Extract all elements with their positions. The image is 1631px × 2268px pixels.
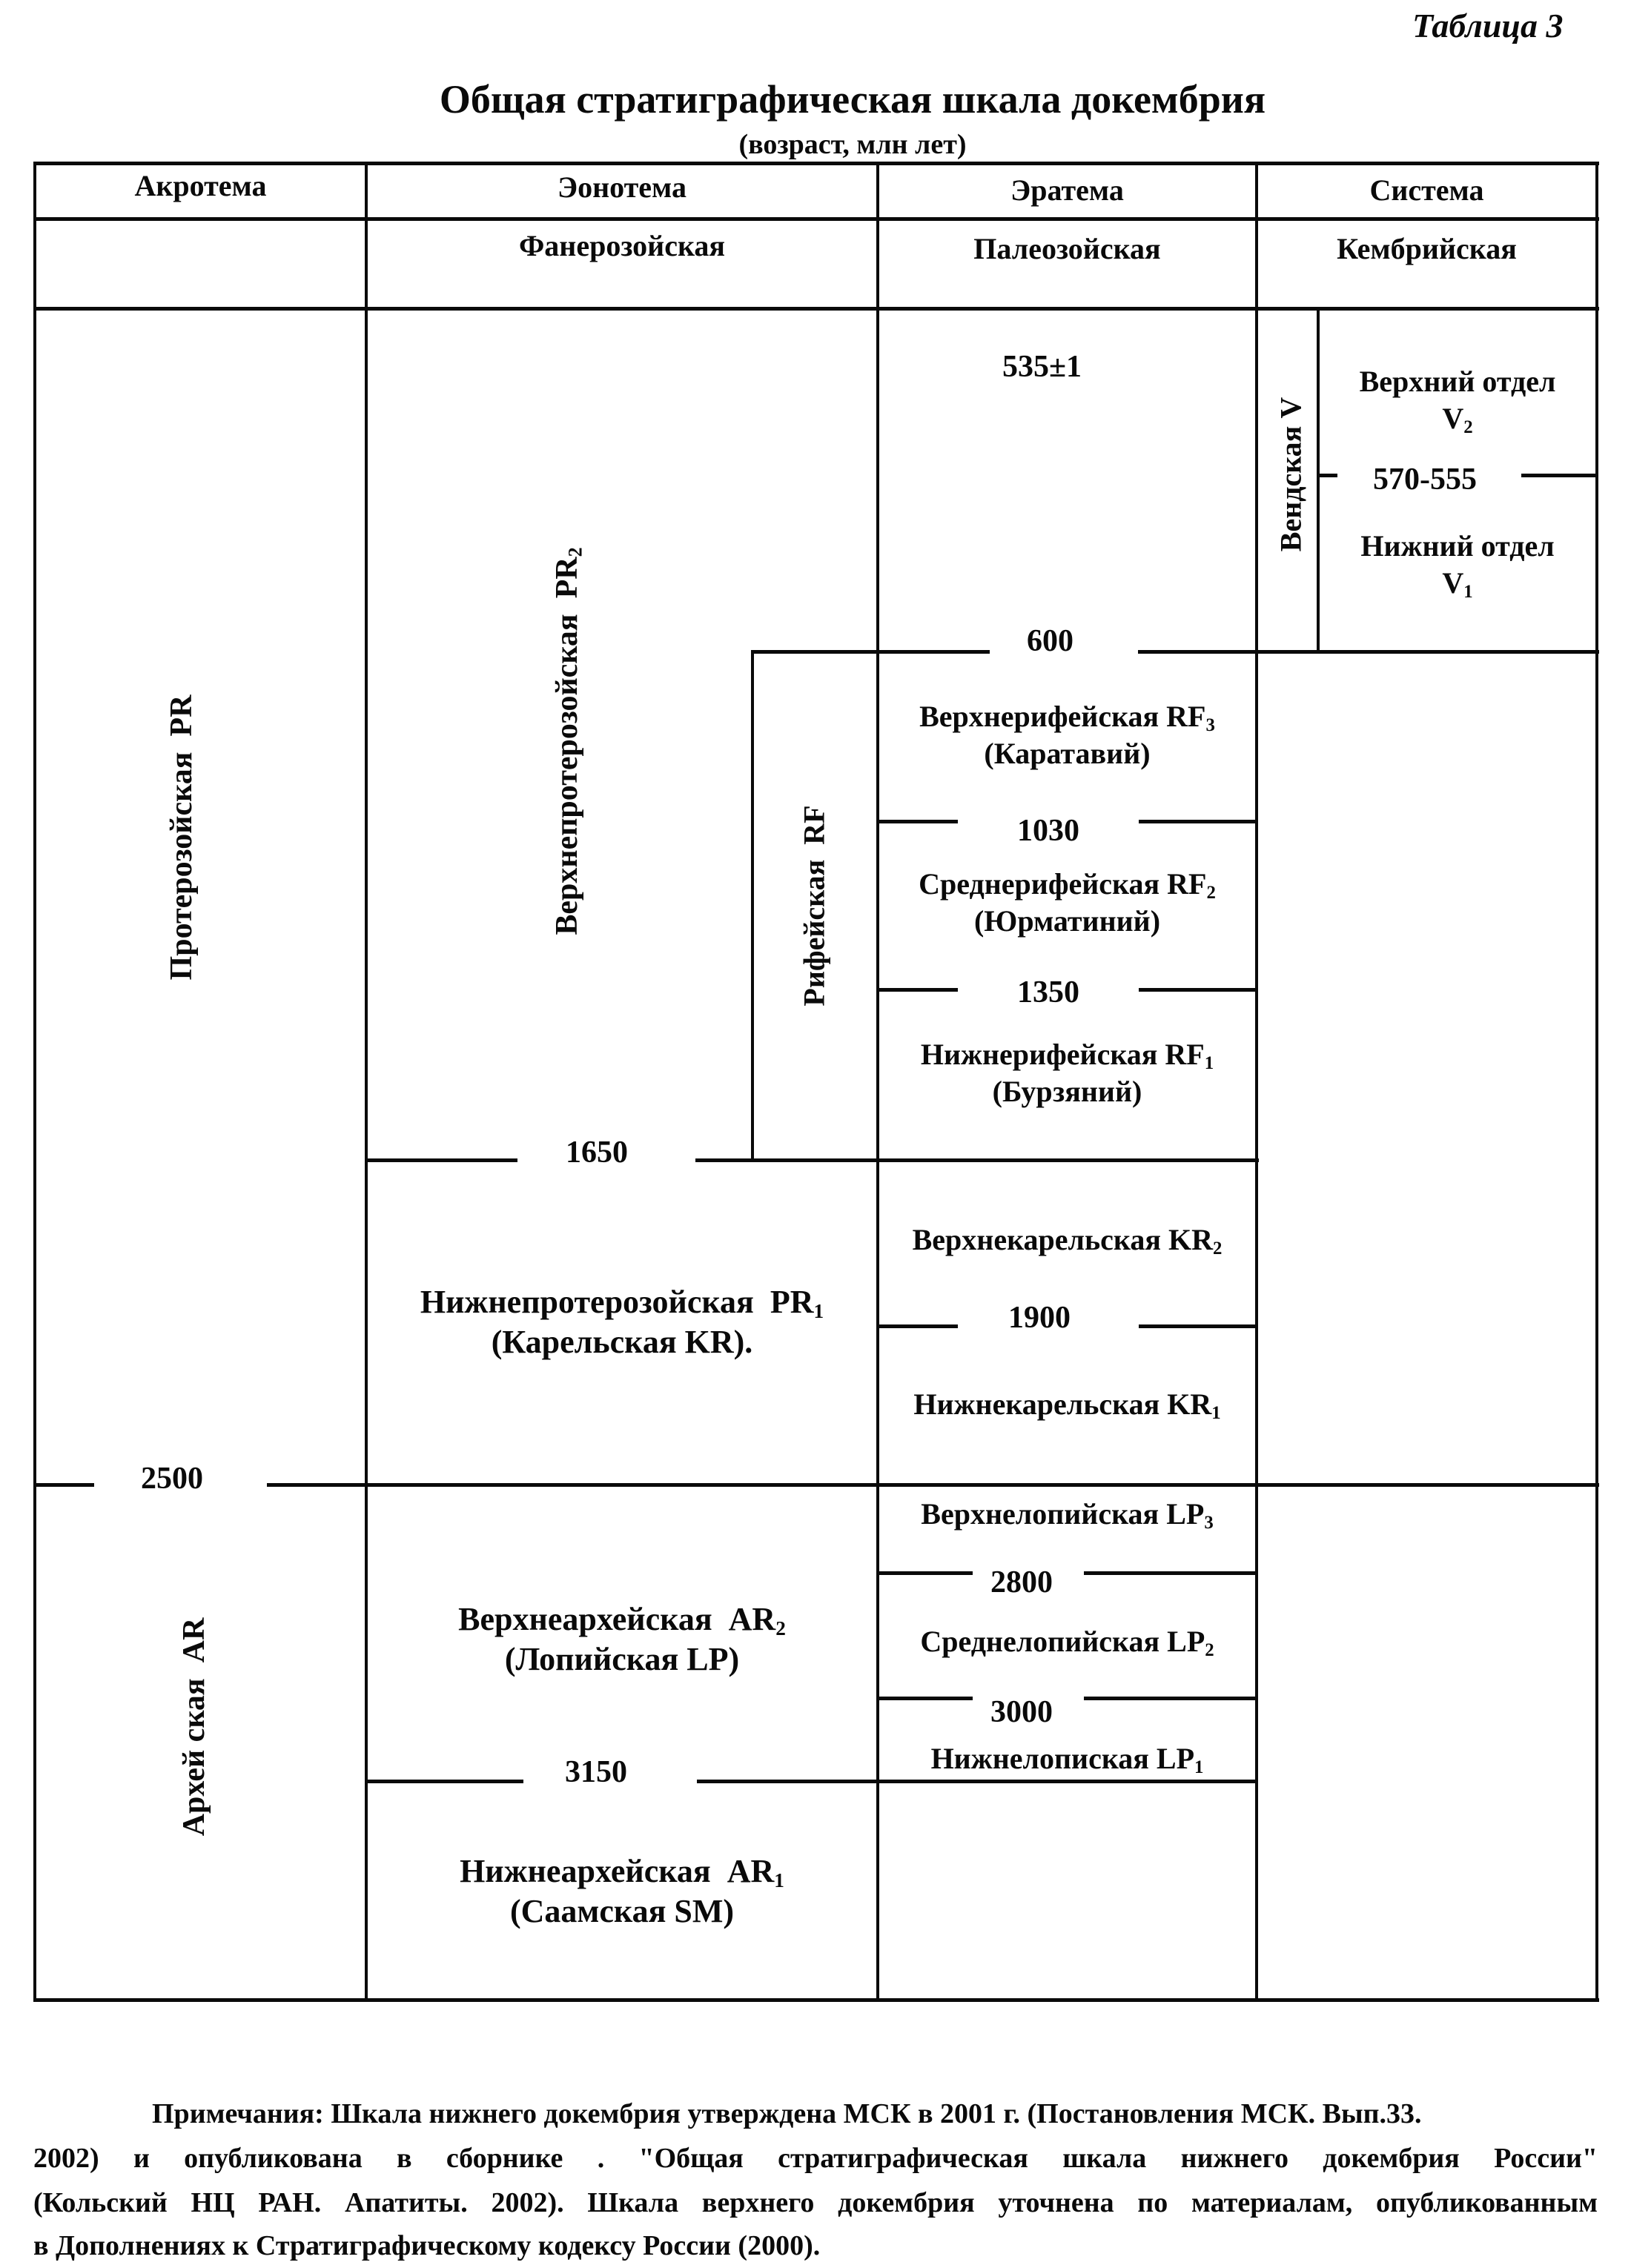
rf1-sub: 1: [1204, 1053, 1214, 1074]
kr2-sub: 2: [1212, 1239, 1223, 1259]
archean-acrothem: [176, 1618, 212, 1837]
erathem-lp2: [879, 1623, 1255, 1660]
rf1-name: Нижнерифейская: [920, 1038, 1158, 1071]
upper-series-name: Верхний отдел: [1359, 365, 1556, 398]
kr2-code: KR: [1168, 1223, 1213, 1256]
lower-archean-eonothem: [368, 1851, 876, 1932]
upper-archean-code: AR: [728, 1601, 776, 1637]
header-akrotema: Акротема: [134, 169, 267, 202]
header-row-line: [33, 217, 1599, 221]
boundary-2500-line-left: [33, 1483, 94, 1487]
upper-archean-name: Верхнеархейская: [458, 1601, 712, 1637]
boundary-3150-line-right: [697, 1780, 1258, 1783]
boundary-3150: 3150: [565, 1755, 627, 1789]
page-subtitle: (возраст, млн лет): [738, 129, 967, 160]
lp3-code: LP: [1166, 1497, 1205, 1531]
saamian-alt-name: (Саамская SM): [509, 1893, 735, 1929]
archean-name: Архей ская: [177, 1678, 211, 1837]
boundary-1350: 1350: [1017, 975, 1079, 1009]
col-divider-3: [1255, 162, 1258, 2002]
boundary-2500-line-right: [267, 1483, 1599, 1487]
erathem-rf2: [879, 866, 1255, 940]
table-top-border: [33, 162, 1599, 165]
boundary-1900: 1900: [1008, 1301, 1071, 1335]
boundary-2500: 2500: [141, 1462, 203, 1496]
lp3-name: Верхнелопийская: [921, 1497, 1159, 1531]
boundary-2800-line-left: [879, 1571, 973, 1575]
lp2-name: Среднелопийская: [920, 1625, 1160, 1658]
lower-archean-name: Нижнеархейская: [460, 1853, 711, 1889]
cambrian-system: Кембрийская: [1337, 232, 1517, 265]
boundary-600-line-right: [1138, 650, 1599, 654]
kr1-code: KR: [1167, 1387, 1212, 1421]
header-sistema: Система: [1369, 173, 1484, 207]
erathem-kr1: [879, 1386, 1255, 1423]
boundary-1030-line-left: [879, 820, 958, 823]
lower-proterozoic-sub: 1: [813, 1299, 824, 1322]
lower-archean-code: AR: [727, 1853, 775, 1889]
rf3-sub: 3: [1205, 715, 1215, 736]
vendian-label: [1274, 397, 1309, 551]
erathem-lp1: [879, 1740, 1255, 1777]
erathem-rf3: [879, 698, 1255, 772]
rf1-code: RF: [1165, 1038, 1205, 1071]
boundary-570-line-right: [1521, 474, 1598, 477]
boundary-3150-line-left: [368, 1780, 523, 1783]
lower-archean-sub: 1: [774, 1869, 784, 1891]
rf3-code: RF: [1166, 700, 1206, 733]
boundary-3000-line-left: [879, 1697, 973, 1700]
page-title: Общая стратиграфическая шкала докембрия: [439, 77, 1266, 122]
riphean-column-left: [751, 650, 754, 1161]
lower-series-name: Нижний отдел: [1360, 529, 1555, 563]
boundary-2800-line-right: [1084, 1571, 1258, 1575]
upper-archean-sub: 2: [775, 1617, 786, 1639]
lower-proterozoic-name: Нижнепротерозойская: [420, 1284, 754, 1320]
kr1-name: Нижнекарельская: [913, 1387, 1160, 1421]
boundary-600-line-left: [752, 650, 990, 654]
boundary-1030-line-right: [1139, 820, 1258, 823]
paleozoic-erathem: Палеозойская: [973, 232, 1161, 265]
erathem-lp3: [879, 1496, 1255, 1533]
upper-archean-eonothem: [368, 1599, 876, 1680]
upper-series-code: V: [1442, 402, 1464, 435]
lp3-sub: 3: [1204, 1513, 1214, 1533]
archean-code: AR: [177, 1617, 211, 1663]
boundary-570-line-left: [1320, 474, 1337, 477]
note-line-2: 2002) и опубликована в сборнике . "Общая стратиграфическая шкала нижнего докембрия России": [33, 2143, 1598, 2174]
boundary-535: 535±1: [1002, 350, 1082, 384]
phanerozoic-eonothem: Фанерозойская: [518, 229, 726, 262]
table-left-border: [33, 162, 36, 2002]
boundary-2800: 2800: [990, 1565, 1053, 1599]
riphean-name: Рифейская: [797, 859, 831, 1007]
lower-series-sub: 1: [1463, 582, 1473, 603]
boundary-1650-line-right: [695, 1158, 1259, 1162]
table-bottom-border: [33, 1998, 1599, 2002]
table-label: Таблица 3: [1412, 7, 1564, 44]
boundary-1650: 1650: [566, 1135, 628, 1170]
boundary-570-555: 570-555: [1373, 462, 1477, 497]
boundary-3000-line-right: [1084, 1697, 1258, 1700]
note-line-3: (Кольский НЦ РАН. Апатиты. 2002). Шкала верхнего докембрия уточнена по материалам, опубликованным: [33, 2187, 1598, 2218]
lopian-alt-name: (Лопийская LP): [504, 1641, 740, 1677]
proterozoic-code: PR: [165, 694, 199, 737]
rf2-alt: (Юрматиний): [973, 904, 1161, 938]
upper-proterozoic-code: PR: [550, 557, 584, 599]
table-right-border: [1595, 162, 1598, 2002]
header-eonotema: Эонотема: [557, 170, 687, 204]
vendian-upper-series: [1320, 363, 1595, 437]
rf3-name: Верхнерифейская: [919, 700, 1159, 733]
lp2-code: LP: [1167, 1625, 1205, 1658]
riphean-label: [797, 805, 832, 1006]
lp1-code: LP: [1156, 1742, 1195, 1775]
rf2-sub: 2: [1206, 883, 1216, 903]
lp1-sub: 1: [1194, 1757, 1204, 1778]
boundary-1900-line-left: [879, 1324, 958, 1328]
vendian-code: V: [1274, 397, 1308, 419]
riphean-code: RF: [797, 805, 831, 845]
boundary-1350-line-left: [879, 988, 958, 992]
upper-proterozoic-name: Верхнепротерозойская: [550, 614, 584, 935]
boundary-1900-line-right: [1139, 1324, 1258, 1328]
lp1-name: Нижнелопиская: [930, 1742, 1149, 1775]
boundary-1350-line-right: [1139, 988, 1258, 992]
erathem-rf1: [879, 1036, 1255, 1110]
boundary-1030: 1030: [1017, 814, 1079, 848]
rf3-alt: (Каратавий): [984, 737, 1151, 770]
header-eratema: Эратема: [1010, 173, 1124, 207]
vendian-lower-series: [1320, 528, 1595, 602]
erathem-kr2: [879, 1221, 1255, 1259]
kr2-name: Верхнекарельская: [912, 1223, 1161, 1256]
upper-series-sub: 2: [1463, 417, 1473, 438]
rf2-code: RF: [1167, 867, 1207, 901]
proterozoic-name: Протерозойская: [165, 752, 199, 981]
karelian-alt-name: (Карельская KR).: [491, 1324, 753, 1360]
boundary-1650-line-left: [368, 1158, 517, 1162]
rf2-name: Среднерифейская: [919, 867, 1160, 901]
boundary-3000: 3000: [990, 1695, 1053, 1729]
rf1-alt: (Бурзяний): [992, 1075, 1142, 1108]
kr1-sub: 1: [1211, 1403, 1221, 1424]
proterozoic-acrothem: [164, 695, 199, 981]
lower-series-code: V: [1442, 566, 1464, 600]
phanerozoic-row-line: [33, 307, 1599, 311]
upper-proterozoic-sub: 2: [564, 547, 586, 557]
boundary-600: 600: [1027, 624, 1073, 658]
lower-proterozoic-code: PR: [770, 1284, 814, 1320]
lp2-sub: 2: [1205, 1640, 1214, 1661]
col-divider-1: [365, 162, 368, 2002]
lower-proterozoic-eonothem: [368, 1282, 876, 1362]
note-line-4: в Дополнениях к Стратиграфическому кодексу России (2000).: [33, 2230, 821, 2261]
vendian-name: Вендская: [1274, 425, 1308, 552]
note-line-1: Примечания: Шкала нижнего докембрия утверждена МСК в 2001 г. (Постановления МСК. Вып.33.: [152, 2098, 1422, 2129]
upper-proterozoic-eonothem: [549, 547, 585, 935]
